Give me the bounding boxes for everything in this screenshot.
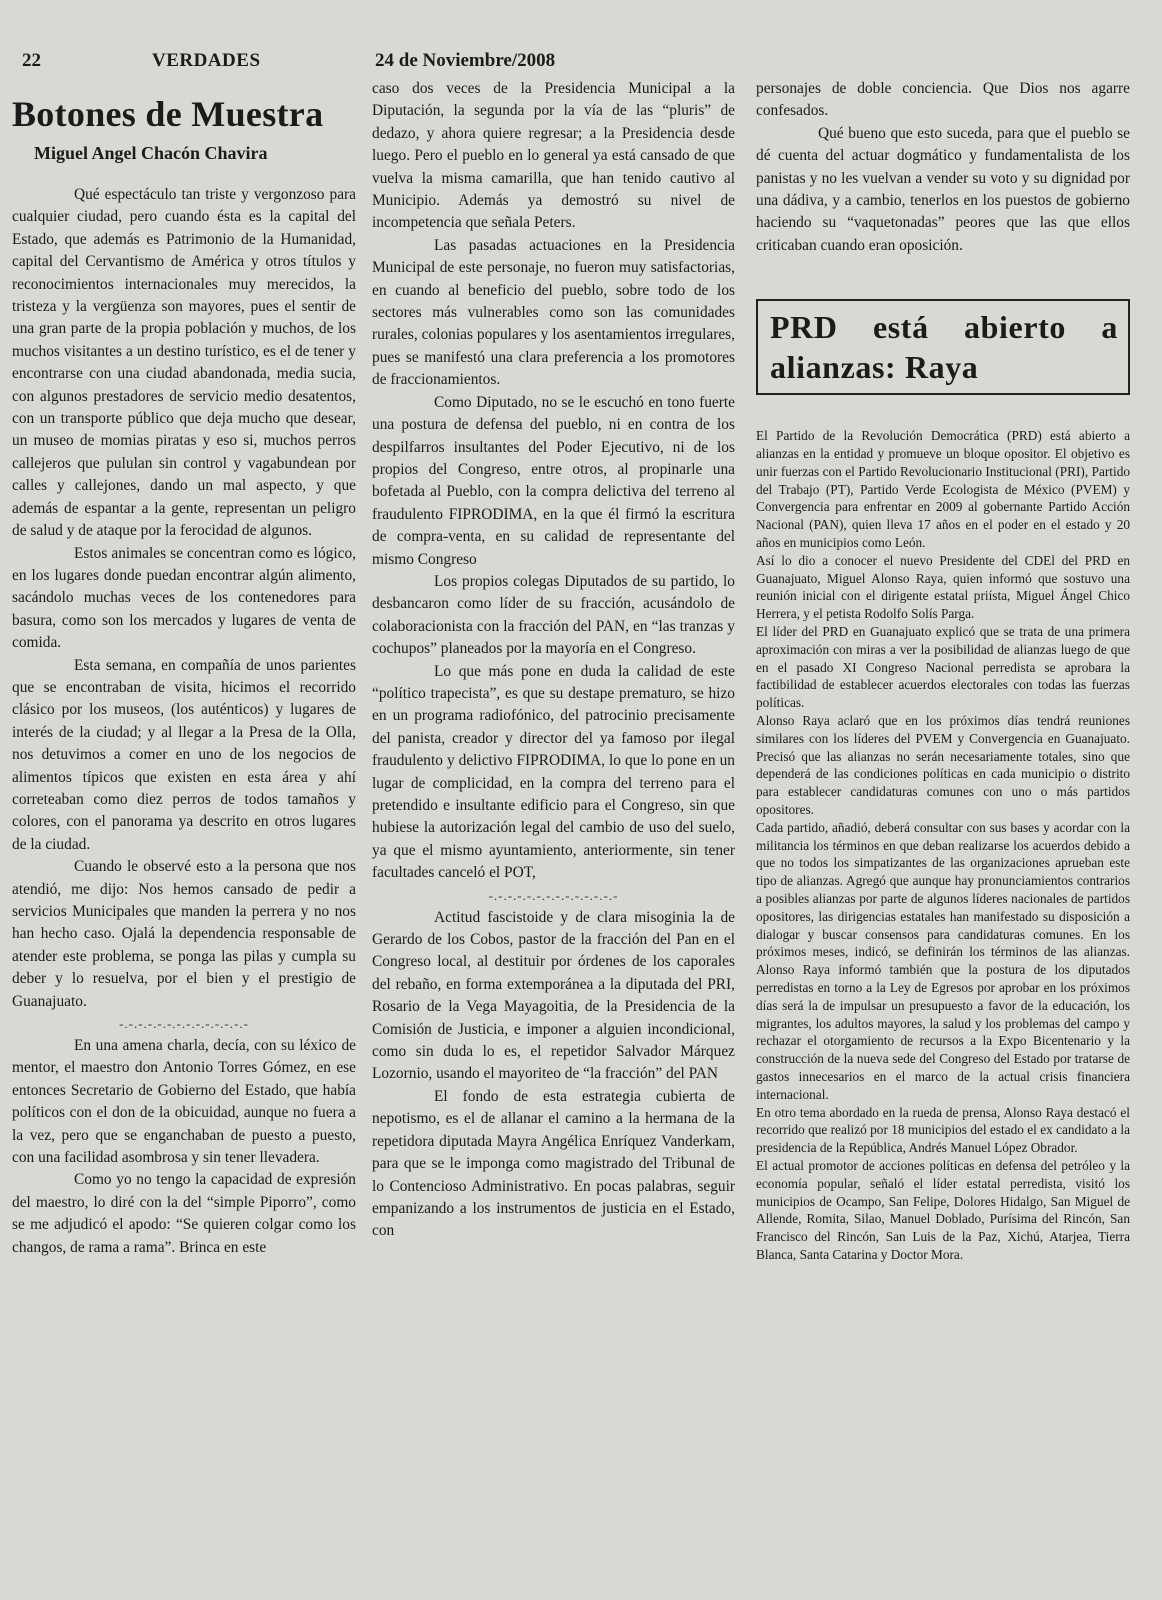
article-paragraph: Esta semana, en compañía de unos parientes que se encontraban de visita, hicimos el recorrido clásico por los museos, (los auténticos) y lugares de interés de la ciudad; y al llegar a la Presa de la Olla, nos detuvimos a comer en uno de los negocios de alimentos típicos que existen en esta área y ahí correteaban como diez perros de todos tamaños y colores, con el panorama ya descrito en otros lugares de la ciudad. — [12, 656, 356, 853]
news-paragraph: El Partido de la Revolución Democrática (PRD) está abierto a alianzas en la entidad y promueve un bloque opositor. El objetivo es unir fuerzas con el Partido Revolucionario Institucional (PRI), Partido del Trabajo (PT), Partido Verde Ecologista de México (PVEM) y Convergencia para enfrentar en 2009 al gobernante Partido Acción Nacional (PAN), quien lleva 17 años en el poder en el estado y 20 años en municipios como León. — [756, 428, 1130, 551]
section-separator: -.-.-.-.-.-.-.-.-.-.-.-.-.- — [119, 1016, 249, 1032]
article-paragraph: Qué bueno que esto suceda, para que el pueblo se dé cuenta del actuar dogmático y fundamentalista de los panistas y no les vuelvan a vender su voto y su dignidad por una dádiva, y a cambio, tenerlos en los puestos de gobierno haciendo su “vaquetonadas” peores que las que ellos criticaban cuando eran oposición. — [756, 124, 1130, 254]
news-paragraph: El líder del PRD en Guanajuato explicó que se trata de una primera aproximación con miras a ver la posibilidad de alianzas luego de que en el pasado XI Congreso Nacional perredista se aprobara la factibilidad de establecer acuerdos electorales con todas las fuerzas políticas. — [756, 624, 1130, 711]
article-continuation — [756, 78, 1130, 257]
column-3 — [756, 78, 1130, 1264]
news-headline: PRD está abierto a alianzas: Raya — [756, 299, 1130, 395]
article-paragraph: Cuando le observé esto a la persona que nos atendió, me dijo: Nos hemos cansado de pedir a servicios Municipales que manden la perrera y no nos han hecho caso. Ojalá la dependencia responsable de atender este problema, se ponga las pilas y cumpla su deber y lo resuelva, por el bien y el prestigio de Guanajuato. — [12, 858, 356, 1010]
article-paragraph: Actitud fascistoide y de clara misoginia la de Gerardo de los Cobos, pastor de la fracción del Pan en el Congreso local, al destituir por órdenes de los caporales del rebaño, en forma extemporánea a la diputada del PRI, Rosario de la Vega Mayagoitia, de la Presidencia de la Comisión de Justicia, e imponer a alguien incondicional, como sin duda lo es, el repetidor Salvador Márquez Lozornio, usando el mayoriteo de “la fracción” del PAN — [372, 908, 735, 1083]
section-separator: -.-.-.-.-.-.-.-.-.-.-.-.-.- — [488, 887, 619, 903]
news-paragraph: Cada partido, añadió, deberá consultar con sus bases y acordar con la militancia los términos en que deban realizarse los acuerdos debido a que no todos los simpatizantes de las organizaciones aprueban este tipo de alianzas. Agregó que aunque hay pronunciamientos contrarios a posibles alianzas por parte de algunos líderes nacionales de partidos opositores, las dirigencias estatales han manifestado su disposición a dialogar y buscar consensos para candidaturas comunes. En los próximos meses, indicó, se definirán los términos de las alianzas. Alonso Raya informó también que la postura de los diputados perredistas en torno a la Ley de Egresos por aprobar en los próximos días será la de impulsar un presupuesto a favor de la educación, los migrantes, los adultos mayores, la salud y los problemas del campo y rechazar el otorgamiento de recursos a la Expo Bicentenario y la construcción de la nueva sede del Congreso del Estado por tratarse de gastos innecesarios en el marco de la actual crisis financiera internacional. — [756, 819, 1130, 1102]
news-paragraph: El actual promotor de acciones políticas en defensa del petróleo y la economía popular, señaló el líder estatal perredista, visitó los municipios de Ocampo, San Felipe, Dolores Hidalgo, San Miguel de Allende, Romita, Silao, Manuel Doblado, Purísima del Rincón, San Francisco del Rincón, San Luis de la Paz, Xichú, Atarjea, Tierra Blanca, Santa Catarina y Doctor Mora. — [756, 1157, 1130, 1262]
page-number: 22 — [22, 50, 41, 71]
column-2 — [372, 78, 735, 1243]
article-author: Miguel Angel Chacón Chavira — [34, 143, 268, 163]
news-paragraph: Alonso Raya aclaró que en los próximos días tendrá reuniones similares con los líderes del PVEM y Convergencia en Guanajuato. Precisó que las alianzas no serán necesariamente totales, sino que dependerá de las condiciones políticas en cada municipio o distrito para establecer candidaturas comunes con uno o más partidos opositores. — [756, 713, 1130, 817]
article-paragraph: Estos animales se concentran como es lógico, en los lugares donde puedan encontrar algún alimento, sacándolo muchas veces de los contenedores para basura, como son los mercados y lugares de venta de comida. — [12, 544, 356, 652]
publication-name: VERDADES — [152, 50, 261, 71]
article-paragraph: Las pasadas actuaciones en la Presidencia Municipal de este personaje, no fueron muy satisfactorias, en cuando al beneficio del pueblo, sobre todo de los sectores más vulnerables como son las comunidades rurales, colonias populares y los asentamientos irregulares, pues se manifestó una clara preferencia a los promotores de fraccionamientos. — [372, 236, 735, 389]
article-paragraph: Qué espectáculo tan triste y vergonzoso para cualquier ciudad, pero cuando ésta es la capital del Estado, que además es Patrimonio de la Humanidad, capital del Cervantismo de América y otros títulos y reconocimientos internacionales muy merecidos, la tristeza y la vergüenza son mayores, pues el sentir de una gran parte de la propia población y muchos, de los muchos visitantes a un destino turístico, es el de tener y encontrarse con una ciudad abandonada, media sucia, con algunos prestadores de servicio medio desatentos, con un transporte público que deja mucho que desear, un museo de momias piratas y eso si, muchos perros callejeros que pululan sin control y vagabundean por calles y callejones, dando un mal aspecto, y que además de espantar a la gente, representan un peligro de salud y de ataque por la ferocidad de algunos. — [12, 186, 356, 540]
article-paragraph: personajes de doble conciencia. Que Dios nos agarre confesados. — [756, 80, 1130, 120]
article-paragraph: Como yo no tengo la capacidad de expresión del maestro, lo diré con la del “simple Piporro”, como se me adjudicó el apodo: “Se quieren colgar como los changos, de rama a rama”. Brinca en este — [12, 1171, 356, 1256]
article-paragraph: En una amena charla, decía, con su léxico de mentor, el maestro don Antonio Torres Gómez, en ese entonces Secretario de Gobierno del Estado, que había políticos con el don de la obicuidad, aunque no fuera a la vez, pero que se enganchaban de puesto a puesto, con una facilidad asombrosa y sin tener llevadera. — [12, 1037, 356, 1167]
article-paragraph: Como Diputado, no se le escuchó en tono fuerte una postura de defensa del pueblo, ni en contra de los despilfarros insultantes del Poder Ejecutivo, ni de los propios del Congreso, entre otros, al propinarle una bofetada al Pueblo, con la compra delictiva del terreno al fraudulento FIPRODIMA, en la que él firmó la escritura de compra-venta, en su calidad de representante del mismo Congreso — [372, 393, 735, 568]
news-paragraph: En otro tema abordado en la rueda de prensa, Alonso Raya destacó el recorrido que realizó por 18 municipios del estado el ex candidato a la presidencia de la República, Andrés Manuel López Obrador. — [756, 1104, 1130, 1156]
article-paragraph: Los propios colegas Diputados de su partido, lo desbancaron como líder de su fracción, acusándolo de colaboracionista con la fracción del PAN, en “las tranzas y cochupos” planeados por la mayoría en el Congreso. — [372, 572, 735, 658]
news-paragraph: Así lo dio a conocer el nuevo Presidente del CDEl del PRD en Guanajuato, Miguel Alonso Raya, quien informó que sostuvo una reunión inicial con el dirigente estatal priísta, Miguel Ángel Chico Herrera, y el petista Rodolfo Solís Parga. — [756, 552, 1130, 622]
publication-date: 24 de Noviembre/2008 — [375, 50, 556, 71]
article-paragraph: Lo que más pone en duda la calidad de este “político trapecista”, es que su destape prematuro, se hizo en un programa radiofónico, del patrocinio precisamente del panista, creador y director del ya famoso por ilegal fraudulento y delictivo FIPRODIMA, lo que lo pone en un lugar de complicidad, en la compra del terreno para el pretendido e insultante edificio para el Congreso, sin que hubiese la autorización legal del cambio de uso del suelo, ya que el mismo ayuntamiento, anteriormente, sin tener facultades canceló el POT, — [372, 662, 735, 882]
article-paragraph: El fondo de esta estrategia cubierta de nepotismo, es el de allanar el camino a la hermana de la repetidora diputada Mayra Angélica Enríquez Vanderkam, para que se le imponga como magistrado del Tribunal de lo Contencioso Administrativo. En pocas palabras, seguir empanizando a los instrumentos de justicia en el Estado, con — [372, 1087, 735, 1240]
news-article-body — [756, 427, 1130, 1263]
article-title: Botones de Muestra — [12, 94, 324, 134]
column-1 — [12, 92, 356, 1259]
article-paragraph: caso dos veces de la Presidencia Municipal a la Diputación, la segunda por la vía de las “pluris” de dedazo, y ahora quiere regresar; a la Presidencia desde luego. Pero el pueblo en lo general ya está cansado de que vuelva la misma camarilla, que han tenido cautivo al Municipio. Además ya demostró su nivel de incompetencia que señala Peters. — [372, 80, 735, 232]
